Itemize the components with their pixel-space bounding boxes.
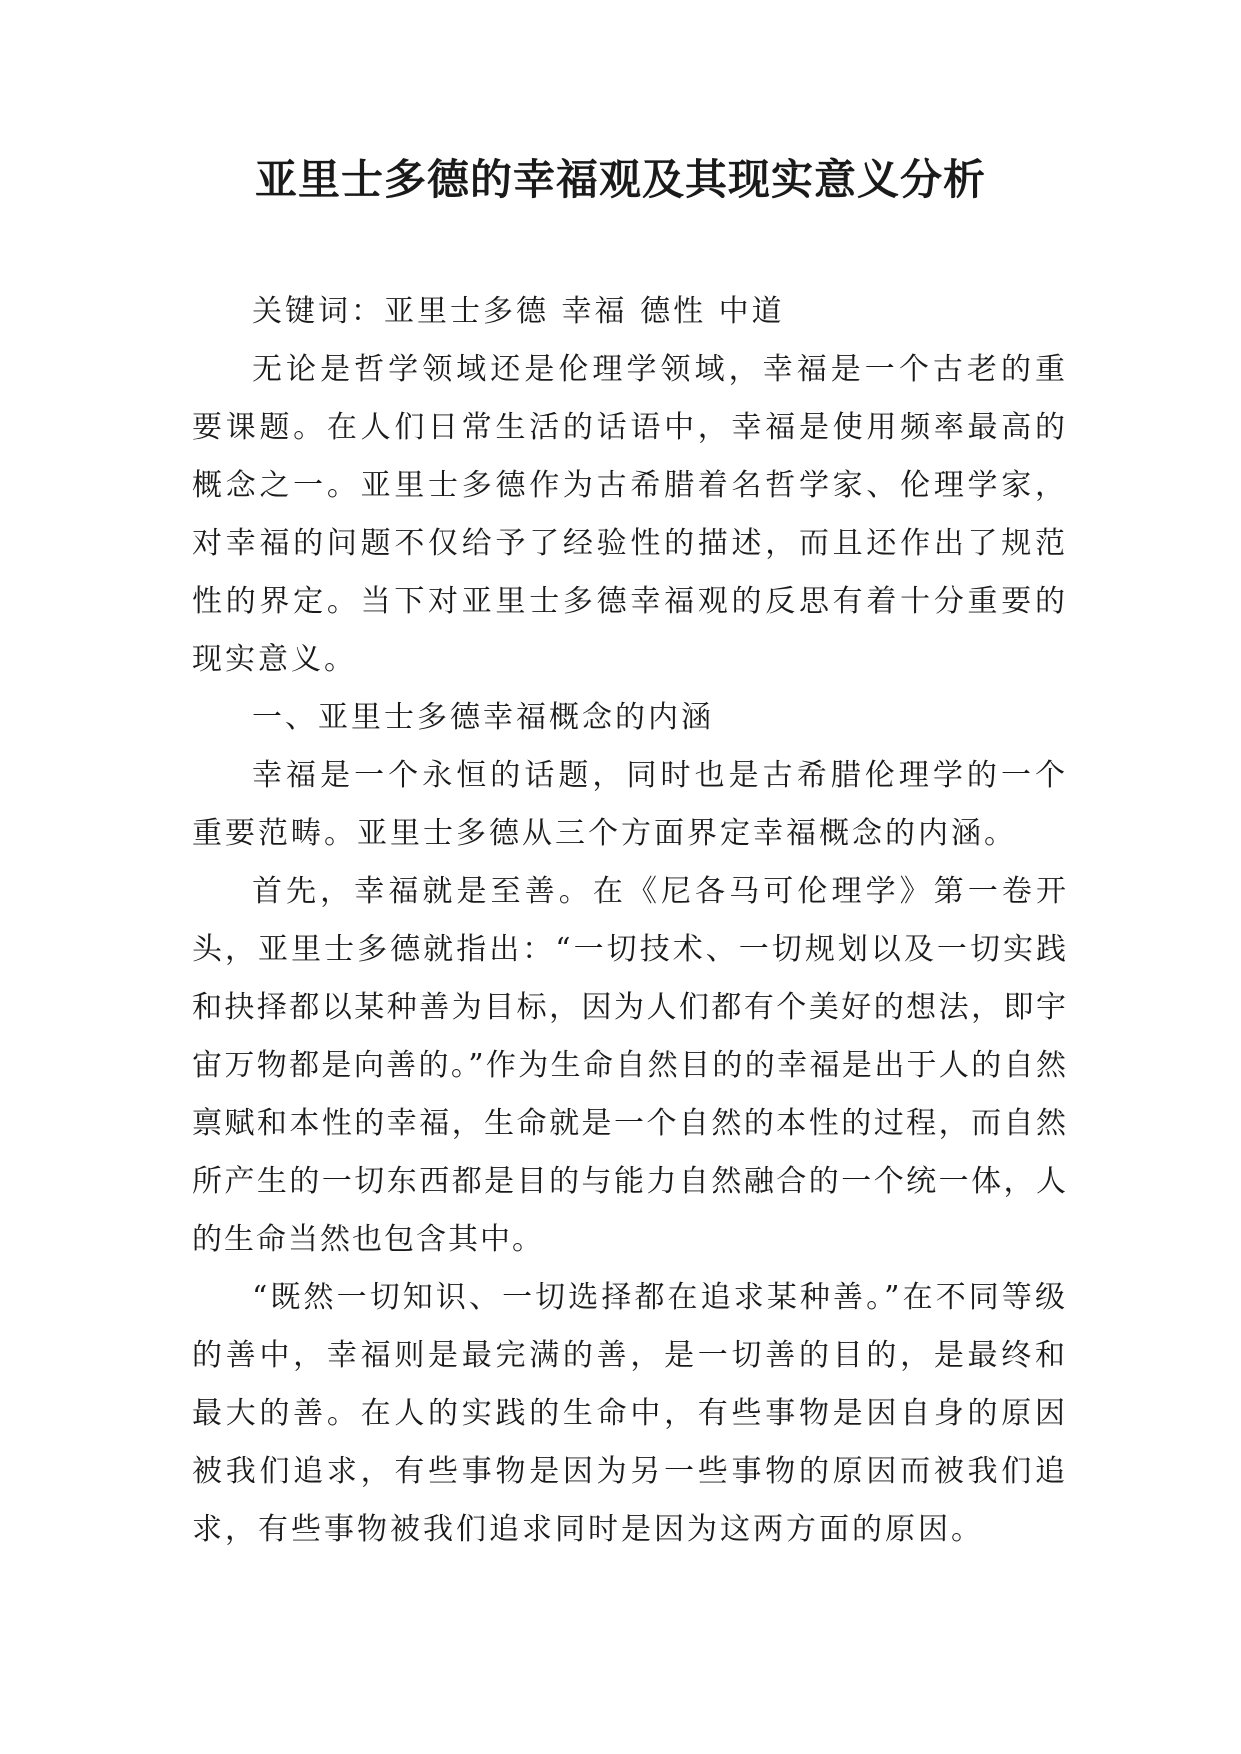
- paragraph: 幸福是一个永恒的话题，同时也是古希腊伦理学的一个重要范畴。亚里士多德从三个方面界定幸福概念的内涵。: [192, 758, 1068, 851]
- keywords-line: 关键词：亚里士多德 幸福 德性 中道: [252, 294, 785, 329]
- document-body: [192, 283, 1068, 1559]
- section-heading: 一、亚里士多德幸福概念的内涵: [252, 700, 714, 735]
- paragraph-intro: 无论是哲学领域还是伦理学领域，幸福是一个古老的重要课题。在人们日常生活的话语中，幸福是使用频率最高的概念之一。亚里士多德作为古希腊着名哲学家、伦理学家，对幸福的问题不仅给予了经验性的描述，而且还作出了规范性的界定。当下对亚里士多德幸福观的反思有着十分重要的现实意义。: [192, 352, 1068, 677]
- paragraph: 首先，幸福就是至善。在《尼各马可伦理学》第一卷开头，亚里士多德就指出：“一切技术、一切规划以及一切实践和抉择都以某种善为目标，因为人们都有个美好的想法，即宇宙万物都是向善的。”作为生命自然目的的幸福是出于人的自然禀赋和本性的幸福，生命就是一个自然的本性的过程，而自然所产生的一切东西都是目的与能力自然融合的一个统一体，人的生命当然也包含其中。: [192, 874, 1068, 1257]
- paragraph: “既然一切知识、一切选择都在追求某种善。”在不同等级的善中，幸福则是最完满的善，是一切善的目的，是最终和最大的善。在人的实践的生命中，有些事物是因自身的原因被我们追求，有些事物是因为另一些事物的原因而被我们追求，有些事物被我们追求同时是因为这两方面的原因。: [192, 1280, 1068, 1547]
- document-title: 亚里士多德的幸福观及其现实意义分析: [254, 155, 986, 204]
